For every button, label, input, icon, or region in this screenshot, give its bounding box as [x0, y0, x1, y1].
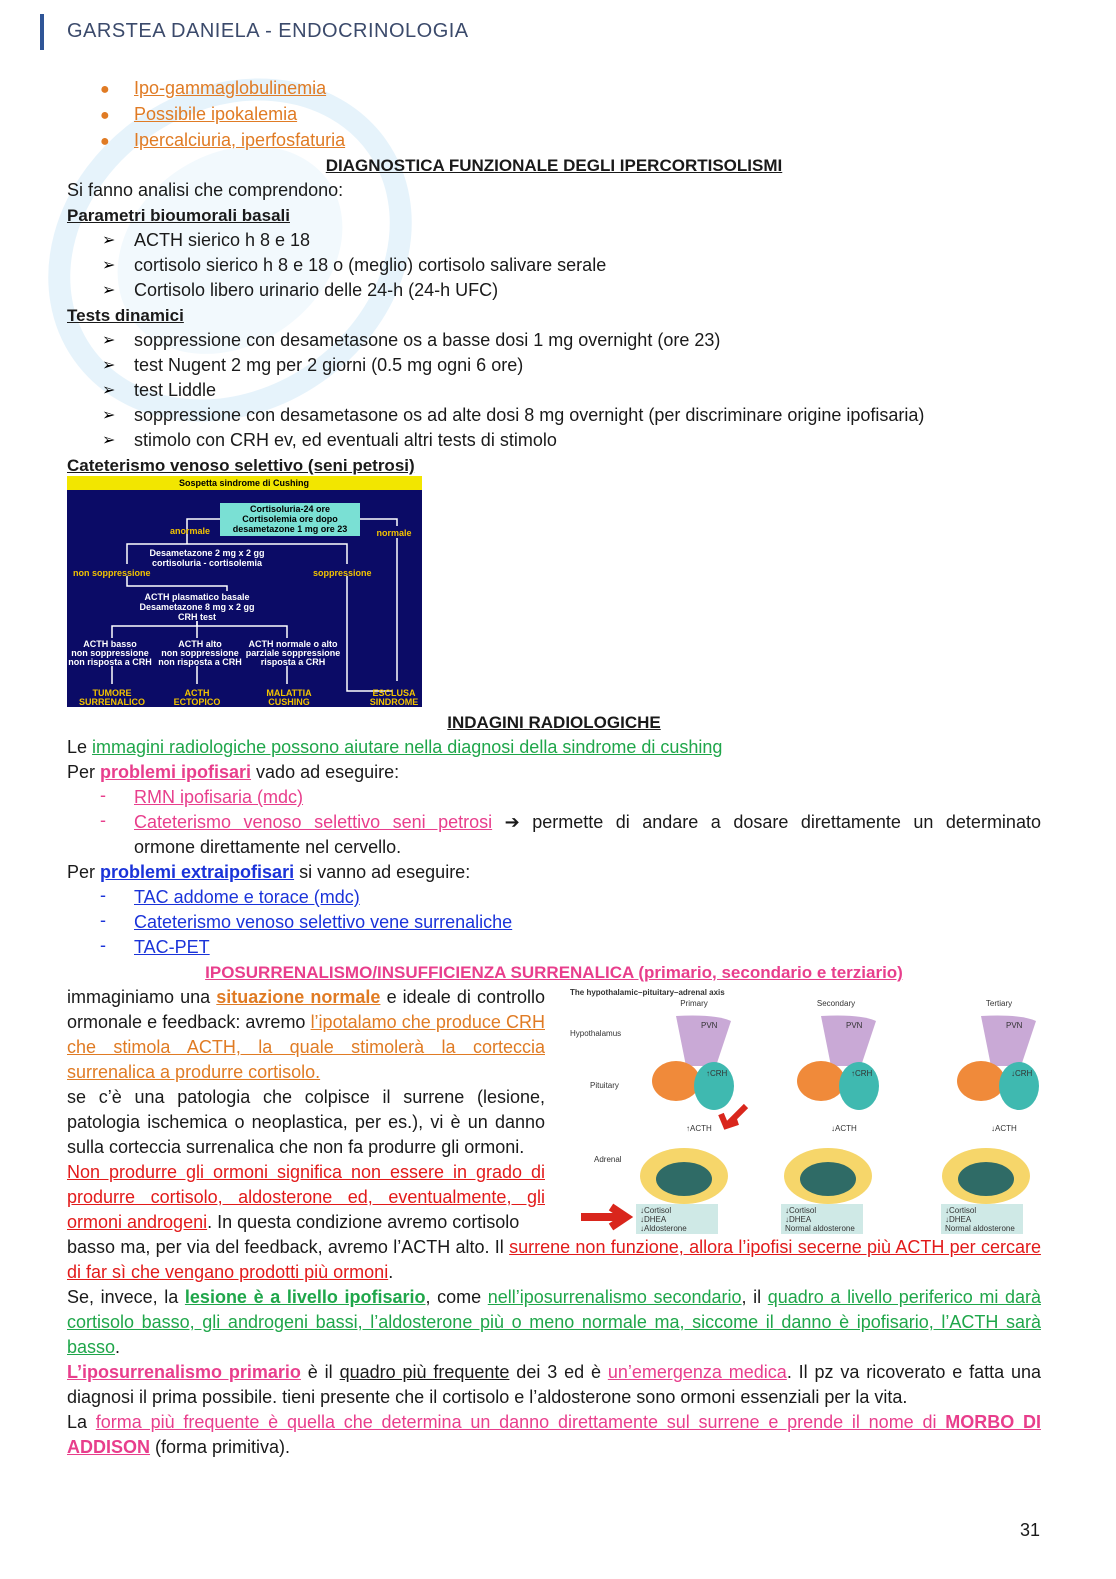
ipo-paragraph-2: se c’è una patologia che colpisce il surrene (lesione, patologia ischemica o neoplastica, per es.), vi è un danno sulla corteccia surrenalica che non fa produrre gli ormoni.	[67, 1087, 545, 1157]
list-item: TAC-PET	[134, 937, 210, 957]
flow-col3-line: risposta a CRH	[260, 657, 326, 667]
list-item: Cortisolo libero urinario delle 24-h (24-h UFC)	[134, 280, 499, 300]
flow-acth-line: Desametazone 8 mg x 2 gg	[139, 602, 255, 612]
radio-line-2	[67, 760, 399, 785]
arrow-bullet-icon: ➢	[102, 382, 116, 399]
dash-bullet: -	[100, 810, 106, 830]
hpa-panel-tertiary	[941, 1016, 1039, 1234]
flow-outcome-4: ESCLUSA	[372, 688, 416, 698]
diag-intro: Si fanno analisi che comprendono:	[67, 180, 344, 200]
list-item: Possibile ipokalemia	[134, 104, 298, 124]
flow-outcome-1: TUMORE	[92, 688, 132, 698]
flow-col3-line: parziale soppressione	[245, 648, 341, 658]
list-item: soppressione con desametasone os ad alte dosi 8 mg overnight (per discriminare origine ipofisaria)	[134, 405, 925, 425]
text-span: e ideale di controllo ormonale e feedback: avremo	[67, 987, 545, 1032]
hpa-result: Normal aldosterone	[785, 1224, 855, 1233]
list-item: test Nugent 2 mg per 2 giorni (0.5 mg ogni 6 ore)	[134, 355, 524, 375]
hpa-panel-secondary	[781, 1016, 879, 1234]
highlight-text: surrene non funzione, allora l’ipofisi secerne più ACTH per cercare di far sì che vengano prodotti più ormoni	[67, 1237, 1041, 1282]
flow-label-soppressione: soppressione	[313, 568, 372, 578]
bullet-icon: ●	[100, 133, 110, 150]
flow-outcome-2: ACTH	[184, 688, 210, 698]
hpa-title: The hypothalamic–pituitary–adrenal axis	[570, 988, 725, 997]
text-span: permette di andare a dosare direttamente un determinato	[532, 812, 1041, 832]
flow-col2-line: ACTH alto	[178, 639, 222, 649]
section-title-radiologiche: INDAGINI RADIOLOGICHE	[447, 713, 661, 732]
flow-box1-line: desametazone 1 mg ore 23	[232, 524, 348, 534]
arrow-bullet-icon: ➢	[102, 232, 116, 249]
list-item: Ipo-gammaglobulinemia	[134, 78, 327, 98]
list-item: cortisolo sierico h 8 e 18 o (meglio) cortisolo salivare serale	[134, 255, 607, 275]
text-span: si vanno ad eseguire:	[294, 862, 471, 882]
highlight-text: quadro a livello periferico mi darà cortisolo basso, gli androgeni bassi, l’aldosterone più o meno normale ma, siccome il danno è ipofisario, l’ACTH sarà basso	[67, 1287, 1041, 1357]
text-span: vado ad eseguire:	[251, 762, 400, 782]
hpa-result: ↓Aldosterone	[640, 1224, 687, 1233]
arrow-bullet-icon: ➢	[102, 332, 116, 349]
highlight-text: quadro più frequente	[339, 1362, 510, 1382]
arrow-bullet-icon: ➢	[102, 357, 116, 374]
flow-label-normale: normale	[376, 528, 412, 538]
list-item: stimolo con CRH ev, ed eventuali altri tests di stimolo	[134, 430, 557, 450]
arrow-bullet-icon: ➢	[102, 407, 116, 424]
text-span: dei 3 ed è	[509, 1362, 608, 1382]
text-span: .	[388, 1262, 394, 1282]
flow-outcome-3: CUSHING	[268, 697, 310, 707]
highlight-text: L’iposurrenalismo primario	[67, 1362, 301, 1382]
hpa-acth-label: ↓ACTH	[991, 1124, 1017, 1133]
flow-col1-line: ACTH basso	[83, 639, 137, 649]
hpa-axis-figure	[566, 986, 1042, 1236]
hpa-row-label: Pituitary	[590, 1081, 619, 1090]
ipo-paragraph-7	[67, 1410, 1041, 1460]
hpa-crh-label: ↑CRH	[706, 1069, 728, 1078]
hpa-pvn-label: PVN	[1006, 1021, 1023, 1030]
list-item-catheter	[134, 810, 1041, 835]
highlight-text: nell’iposurrenalismo secondario	[487, 1287, 742, 1307]
flow-outcome-1: SURRENALICO	[78, 697, 146, 707]
flow-desa-line: cortisoluria - cortisolemia	[151, 558, 263, 568]
hpa-pvn-label: PVN	[701, 1021, 718, 1030]
hpa-pvn-label: PVN	[846, 1021, 863, 1030]
hpa-result: ↓Cortisol	[945, 1206, 977, 1215]
highlight-text: immagini radiologiche possono aiutare nella diagnosi della sindrome di cushing	[92, 737, 723, 757]
flow-col3-line: ACTH normale o alto	[248, 639, 338, 649]
catheter-heading: Cateterismo venoso selettivo (seni petrosi)	[67, 456, 415, 475]
section-title-iposurrenalismo: IPOSURRENALISMO/INSUFFICIENZA SURRENALICA (primario, secondario e terziario)	[205, 963, 903, 982]
red-arrow-icon	[581, 1207, 626, 1227]
list-item: RMN ipofisaria (mdc)	[134, 787, 304, 807]
ipo-paragraph-5	[67, 1285, 1041, 1360]
flow-desa-line: Desametazone 2 mg x 2 gg	[149, 548, 265, 558]
flow-col1-line: non risposta a CRH	[68, 657, 152, 667]
highlight-text: forma più frequente è quella che determina un danno direttamente sul surrene e prende il nome di	[95, 1412, 946, 1432]
flow-col1-line: non soppressione	[71, 648, 149, 658]
bullet-icon: ●	[100, 81, 110, 98]
highlight-text: Cateterismo venoso selettivo seni petrosi	[134, 812, 493, 832]
radio-line-1	[67, 735, 722, 760]
list-item: test Liddle	[134, 380, 217, 400]
flow-label-non-soppressione: non soppressione	[73, 568, 151, 578]
flow-outcome-3: MALATTIA	[266, 688, 312, 698]
dash-bullet: -	[100, 935, 106, 955]
flow-col2-line: non soppressione	[161, 648, 239, 658]
flow-acth-line: ACTH plasmatico basale	[144, 592, 250, 602]
arrow-right-icon: ➔	[504, 812, 520, 832]
text-span: basso ma, per via del feedback, avremo l’ACTH alto. Il	[67, 1237, 510, 1257]
text-span: , come	[425, 1287, 488, 1307]
flow-label-anormale: anormale	[169, 526, 211, 536]
hpa-crh-label: ↓CRH	[1011, 1069, 1033, 1078]
hpa-panel-primary	[636, 1016, 746, 1234]
ipo-paragraph-1	[67, 985, 545, 1085]
text-span: , il	[741, 1287, 768, 1307]
flow-outcome-2: ECTOPICO	[173, 697, 221, 707]
text-span: (forma primitiva).	[150, 1437, 291, 1457]
flow-outcome-4: SINDROME	[369, 697, 419, 707]
hpa-result: ↓Cortisol	[640, 1206, 672, 1215]
text-span: . In questa condizione avremo cortisolo	[207, 1212, 520, 1232]
ipo-paragraph-4	[67, 1235, 1041, 1285]
flow-title: Sospetta sindrome di Cushing	[178, 478, 310, 488]
arrow-bullet-icon: ➢	[102, 282, 116, 299]
hpa-col-label: Secondary	[816, 999, 856, 1008]
hpa-col-label: Primary	[680, 999, 708, 1008]
highlight-text: un’emergenza medica	[607, 1362, 787, 1382]
hpa-result: Normal aldosterone	[945, 1224, 1015, 1233]
dash-bullet: -	[100, 910, 106, 930]
text-span: Se, invece, la	[67, 1287, 185, 1307]
basal-heading: Parametri bioumorali basali	[67, 206, 290, 225]
dash-bullet: -	[100, 785, 106, 805]
highlight-text: problemi ipofisari	[100, 762, 252, 782]
list-item-cont: ormone direttamente nel cervello.	[134, 837, 402, 857]
hpa-row-label: Hypothalamus	[570, 1029, 622, 1038]
arrow-bullet-icon: ➢	[102, 432, 116, 449]
hpa-acth-label: ↑ACTH	[686, 1124, 712, 1133]
text-span: La	[67, 1412, 96, 1432]
list-item: TAC addome e torace (mdc)	[134, 887, 360, 907]
list-item: Ipercalciuria, iperfosfaturia	[134, 130, 346, 150]
header-accent-bar	[40, 14, 44, 50]
hpa-row-label: Adrenal	[594, 1155, 622, 1164]
page-header-title: GARSTEA DANIELA - ENDOCRINOLOGIA	[67, 20, 469, 42]
page-number: 31	[1020, 1520, 1041, 1540]
radio-line-3	[67, 860, 470, 885]
highlight-text: l’ipotalamo che produce CRH che stimola ACTH, la quale stimolerà la corteccia surrenalica a produrre cortisolo.	[67, 1012, 545, 1082]
highlight-text: MORBO DI ADDISON	[67, 1412, 1041, 1457]
highlight-text: lesione è a livello ipofisario	[184, 1287, 426, 1307]
bullet-icon: ●	[100, 107, 110, 124]
section-title-diagnostica: DIAGNOSTICA FUNZIONALE DEGLI IPERCORTISOLISMI	[325, 156, 783, 175]
hpa-col-label: Tertiary	[985, 999, 1013, 1008]
text-span: .	[115, 1337, 121, 1357]
red-arrow-icon	[721, 1106, 746, 1126]
text-span: Per	[67, 862, 101, 882]
hpa-acth-label: ↓ACTH	[831, 1124, 857, 1133]
text-span: Le	[67, 737, 93, 757]
hpa-result: ↓DHEA	[640, 1215, 667, 1224]
highlight-text: problemi extraipofisari	[100, 862, 295, 882]
flow-col2-line: non risposta a CRH	[158, 657, 242, 667]
highlight-text: situazione normale	[216, 987, 381, 1007]
flow-box1-line: Cortisoluria-24 ore	[249, 504, 331, 514]
text-span: è il	[300, 1362, 340, 1382]
cushing-flowchart	[67, 476, 422, 707]
list-item: ACTH sierico h 8 e 18	[134, 230, 311, 250]
highlight-text: Non produrre gli ormoni significa non essere in grado di produrre cortisolo, aldosterone ed, eventualmente, gli ormoni androgeni	[67, 1162, 545, 1232]
text-span: . Il pz va ricoverato e fatta una diagnosi il prima possibile. tieni presente che il cortisolo e l’aldosterone sono ormoni essenziali per la vita.	[67, 1362, 1042, 1407]
hpa-result: ↓DHEA	[785, 1215, 812, 1224]
flow-acth-line: CRH test	[177, 612, 217, 622]
dash-bullet: -	[100, 885, 106, 905]
arrow-bullet-icon: ➢	[102, 257, 116, 274]
hpa-result: ↓Cortisol	[785, 1206, 817, 1215]
text-span: immaginiamo una	[67, 987, 217, 1007]
ipo-paragraph-6	[67, 1360, 1041, 1410]
flow-box1-line: Cortisolemia ore dopo	[242, 514, 338, 524]
list-item: Cateterismo venoso selettivo vene surrenaliche	[134, 912, 513, 932]
hpa-crh-label: ↑CRH	[851, 1069, 873, 1078]
dynamic-heading: Tests dinamici	[67, 306, 184, 325]
hpa-result: ↓DHEA	[945, 1215, 972, 1224]
text-span: Per	[67, 762, 101, 782]
list-item: soppressione con desametasone os a basse dosi 1 mg overnight (ore 23)	[134, 330, 721, 350]
ipo-paragraph-3	[67, 1160, 545, 1235]
